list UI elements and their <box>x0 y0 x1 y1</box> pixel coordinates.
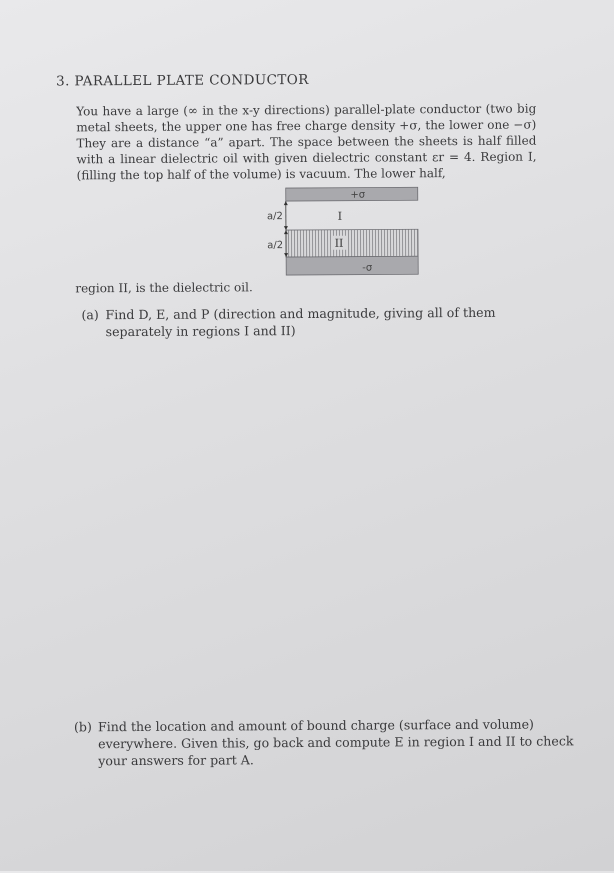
top-plate-label: +σ <box>350 190 365 201</box>
region-1-label: I <box>338 210 342 223</box>
lower-dimension-label: a/2 <box>267 240 283 251</box>
upper-dimension-label: a/2 <box>267 211 283 222</box>
part-a <box>81 303 551 340</box>
part-a-label: (a) <box>81 306 98 323</box>
region-2-label: II <box>335 237 344 250</box>
parallel-plate-diagram <box>254 182 425 283</box>
part-a-text: Find D, E, and P (direction and magnitude, giving all of them separately in regions I and II) <box>105 303 551 340</box>
part-b-label: (b) <box>74 718 92 735</box>
part-b-text: Find the location and amount of bound charge (surface and volume) everywhere. Given this, go back and compute E in region I and II to check your answers for part A. <box>98 715 574 769</box>
diagram-svg <box>254 182 425 283</box>
bottom-plate <box>286 256 418 275</box>
problem-title: 3. PARALLEL PLATE CONDUCTOR <box>56 72 309 90</box>
part-b <box>74 715 574 769</box>
bottom-plate-label: -σ <box>362 263 373 274</box>
problem-intro: You have a large (∞ in the x-y directions) parallel-plate conductor (two big metal sheets, the upper one has free charge density +σ, the lower one −σ) They are a distance “a” apart. The space between the sheets is half filled with a linear dielectric oil with given dielectric constant εr = 4. Region I, (filling the top half of the volume) is vacuum. The lower half, <box>76 101 536 184</box>
region-description: region II, is the dielectric oil. <box>75 280 253 295</box>
dielectric-region <box>286 229 418 257</box>
